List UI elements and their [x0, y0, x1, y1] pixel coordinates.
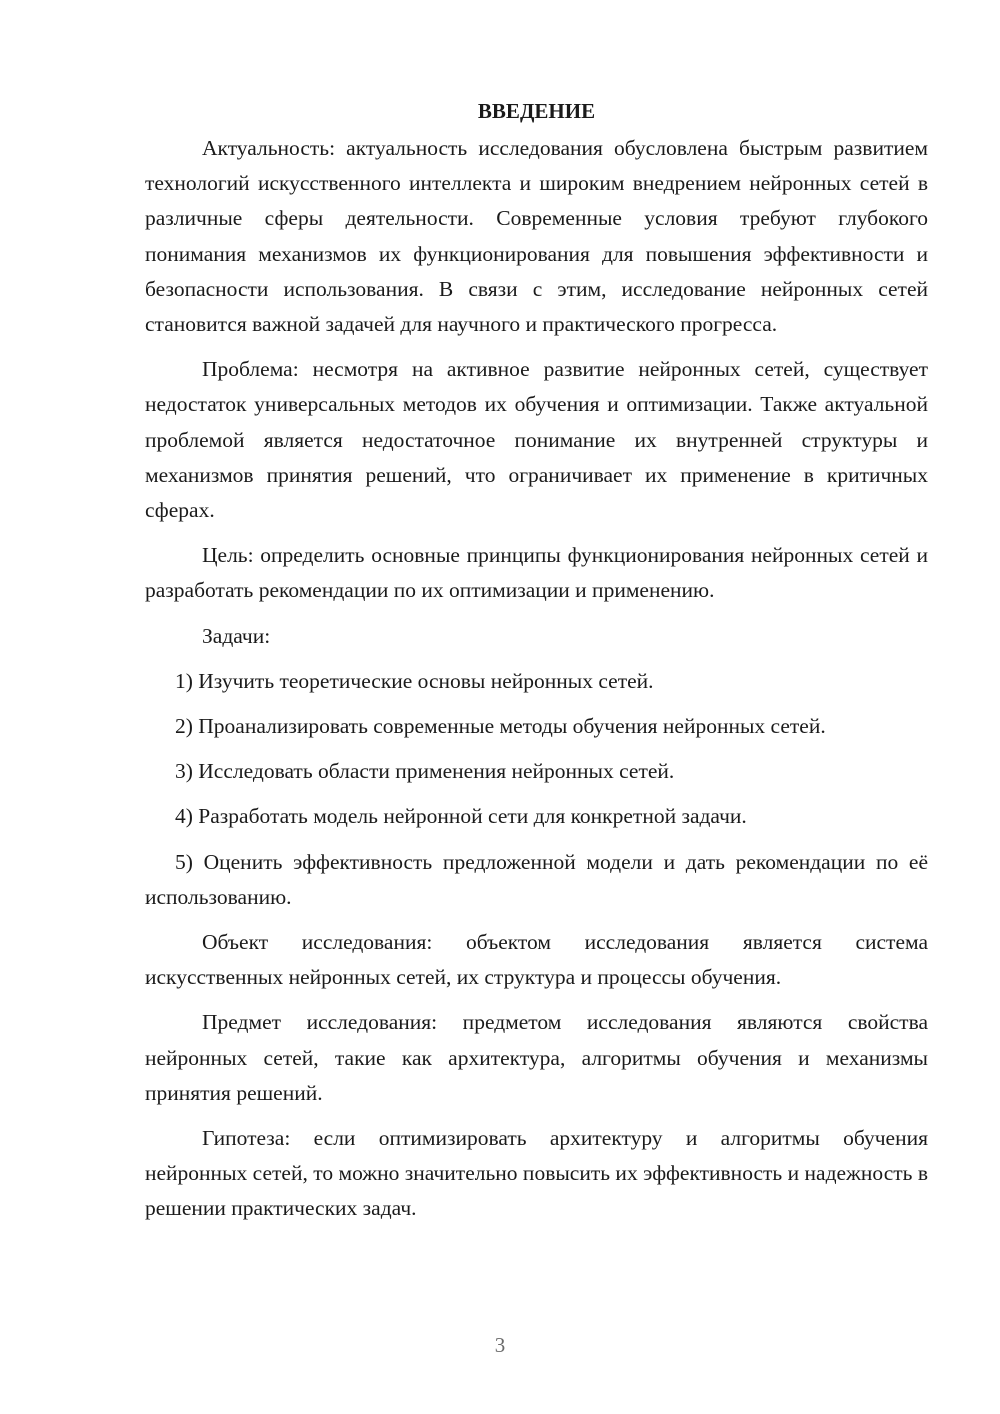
- task-item: 4) Разработать модель нейронной сети для конкретной задачи.: [175, 804, 747, 829]
- paragraph-object: Объект исследования: объектом исследования является система искусственных нейронных сетей, их структура и процессы обучения.: [145, 930, 928, 990]
- paragraph-subject: Предмет исследования: предметом исследования являются свойства нейронных сетей, такие как архитектура, алгоритмы обучения и механизмы принятия решений.: [145, 1010, 928, 1105]
- task-item: 5) Оценить эффективность предложенной модели и дать рекомендации по её использованию.: [145, 849, 928, 909]
- page-heading: ВВЕДЕНИЕ: [477, 99, 596, 123]
- paragraph-problem: Проблема: несмотря на активное развитие нейронных сетей, существует недостаток универсальных методов их обучения и оптимизации. Также актуальной проблемой является недостаточное понимание их внутренней структуры и механизмов принятия решений, что ограничивает их применение в критичных сферах.: [145, 357, 928, 523]
- page-number: 3: [494, 1333, 506, 1357]
- paragraph-relevance: Актуальность: актуальность исследования обусловлена быстрым развитием технологий искусственного интеллекта и широким внедрением нейронных сетей в различные сферы деятельности. Современные условия требуют глубокого понимания механизмов их функционирования для повышения эффективности и безопасности использования. В связи с этим, исследование нейронных сетей становится важной задачей для научного и практического прогресса.: [145, 136, 928, 337]
- paragraph-goal: Цель: определить основные принципы функционирования нейронных сетей и разработать рекомендации по их оптимизации и применению.: [145, 543, 928, 603]
- paragraph-hypothesis: Гипотеза: если оптимизировать архитектуру и алгоритмы обучения нейронных сетей, то можно значительно повысить их эффективность и надежность в решении практических задач.: [145, 1126, 928, 1221]
- task-item: 2) Проанализировать современные методы обучения нейронных сетей.: [175, 714, 826, 739]
- task-item: 3) Исследовать области применения нейронных сетей.: [175, 759, 675, 784]
- tasks-list: [145, 664, 928, 915]
- tasks-label: Задачи:: [202, 623, 271, 648]
- document-page: [145, 95, 928, 1227]
- task-item: 1) Изучить теоретические основы нейронных сетей.: [175, 668, 654, 693]
